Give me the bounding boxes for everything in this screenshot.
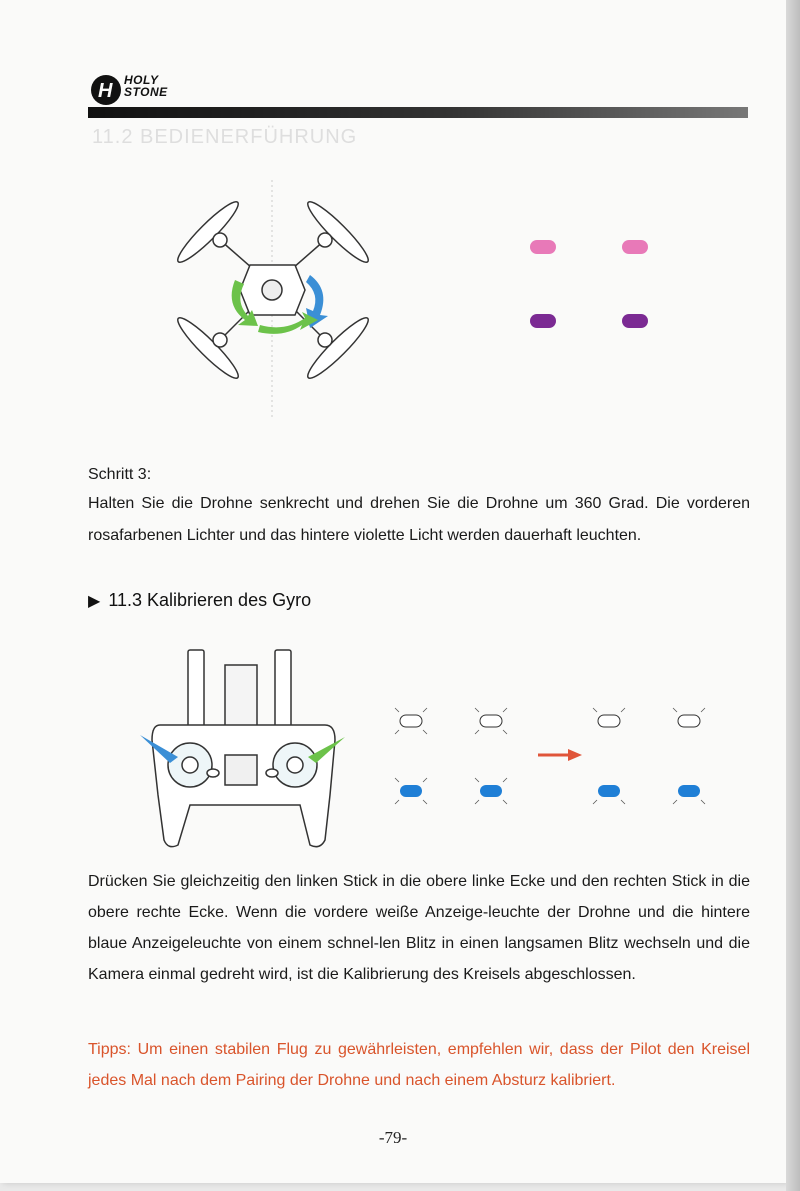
rear-right-light (622, 314, 648, 328)
logo-wordmark: HOLY STONE (124, 73, 168, 99)
svg-text:H: H (98, 80, 113, 102)
triangle-right-icon: ▶ (88, 593, 101, 610)
step-text: Halten Sie die Drohne senkrecht und drehen Sie die Drohne um 360 Grad. Die vorderen rosafarbenen Lichter und das hintere violette Licht werden dauerhaft leuchten. (88, 495, 750, 544)
rear-blue-light (678, 785, 700, 797)
rear-blue-light (480, 785, 502, 797)
front-right-light (622, 240, 648, 254)
drone-rotation-illustration (160, 180, 390, 420)
rear-left-light (530, 314, 556, 328)
page-number: -79- (378, 1128, 408, 1147)
logo-text (124, 74, 182, 98)
blink-state-diagram (390, 700, 730, 810)
rear-blue-light (598, 785, 620, 797)
section-heading (88, 590, 311, 611)
ghost-heading: 11.2 BEDIENERFÜHRUNG (92, 126, 358, 148)
step-label: Schritt 3: (88, 466, 152, 483)
section-heading-text: 11.3 Kalibrieren des Gyro (108, 590, 312, 610)
rear-blue-light (400, 785, 422, 797)
arrow-right-icon (538, 749, 582, 761)
remote-controller-illustration (140, 645, 350, 855)
page-edge (786, 0, 800, 1191)
front-left-light (530, 240, 556, 254)
header-bar (88, 107, 748, 118)
calibration-instructions: Drücken Sie gleichzeitig den linken Stick in die obere linke Ecke und den rechten Stick in die obere rechte Ecke. Wenn die vordere weiße Anzeige-leuchte der Drohne und die hintere blaue Anzeigeleuchte von einem schnel-len Blitz in einen langsamen Blitz wechseln und die Kamera einmal gedreht wird, ist die Kalibrierung des Kreisels abgeschlossen. (88, 873, 750, 983)
tips-text: Tipps: Um einen stabilen Flug zu gewährleisten, empfehlen wir, dass der Pilot den Kreisel jedes Mal nach dem Pairing der Drohne und nach einem Absturz kalibriert. (88, 1041, 750, 1089)
indicator-lights-diagram (520, 230, 660, 340)
